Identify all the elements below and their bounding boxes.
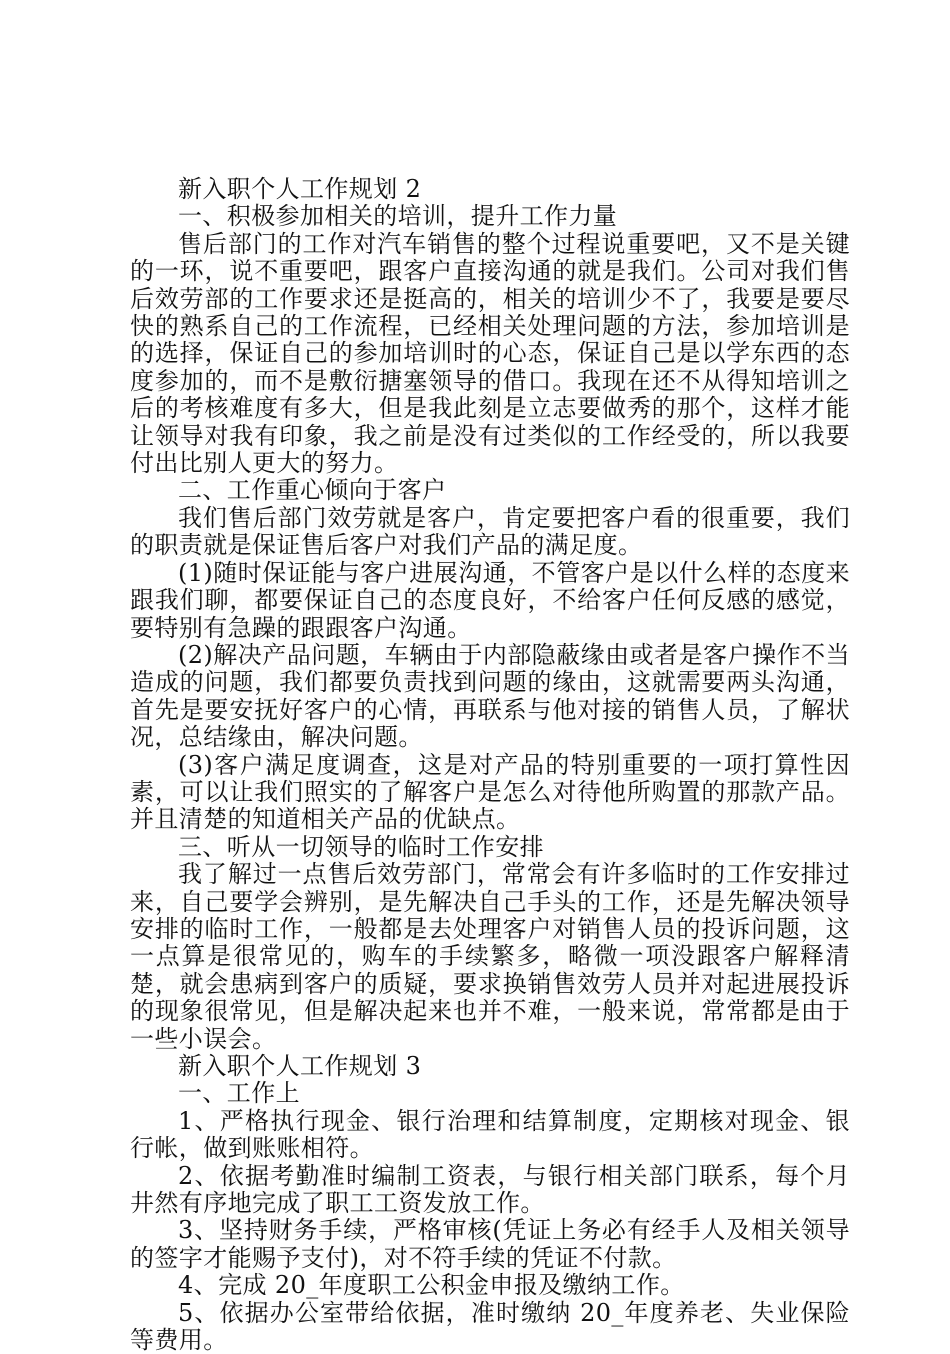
heading-training: 一、积极参加相关的培训，提升工作力量 [178,202,618,231]
paragraph-temporary-tasks: 我了解过一点售后效劳部门，常常会有许多临时的工作安排过来，自己要学会辨别，是先解决自己手头的工作，还是先解决领导安排的临时工作，一般都是去处理客户对销售人员的投诉问题，这一点算是很常见的，购车的手续繁多，略微一项没跟客户解释清楚，就会患病到客户的质疑，要求换销售效劳人员并对起进展投诉的现象很常见，但是解决起来也并不难，一般来说，常常都是由于一些小误会。 [130,860,850,1053]
paragraph-work-5: 5、依据办公室带给依据，准时缴纳 20_年度养老、失业保险等费用。 [130,1298,850,1354]
paragraph-work-1: 1、严格执行现金、银行治理和结算制度，定期核对现金、银行帐，做到账账相符。 [130,1106,850,1163]
heading-work: 一、工作上 [178,1079,300,1108]
section-title-plan-3: 新入职个人工作规划 3 [178,1052,422,1080]
document-body [130,176,850,1354]
paragraph-item-1: (1)随时保证能与客户进展沟通，不管客户是以什么样的态度来跟我们聊，都要保证自己的态度良好，不给客户任何反感的感觉，要特别有急躁的跟跟客户沟通。 [130,558,850,642]
heading-temporary-tasks: 三、听从一切领导的临时工作安排 [178,832,544,861]
paragraph-work-2: 2、依据考勤准时编制工资表，与银行相关部门联系，每个月井然有序地完成了职工工资发放工作。 [130,1161,850,1218]
paragraph-item-2: (2)解决产品问题，车辆由于内部隐蔽缘由或者是客户操作不当造成的问题，我们都要负责找到问题的缘由，这就需要两头沟通，首先是要安抚好客户的心情，再联系与他对接的销售人员，了解状况，总结缘由，解决问题。 [130,640,850,752]
paragraph-training: 售后部门的工作对汽车销售的整个过程说重要吧，又不是关键的一环，说不重要吧，跟客户直接沟通的就是我们。公司对我们售后效劳部的工作要求还是挺高的，相关的培训少不了，我要是要尽快的熟系自己的工作流程，已经相关处理问题的方法，参加培训是的选择，保证自己的参加培训时的心态，保证自己是以学东西的态度参加的，而不是敷衍搪塞领导的借口。我现在还不从得知培训之后的考核难度有多大，但是我此刻是立志要做秀的那个，这样才能让领导对我有印象，我之前是没有过类似的工作经受的，所以我要付出比别人更大的努力。 [130,229,850,478]
paragraph-customer-focus: 我们售后部门效劳就是客户，肯定要把客户看的很重要，我们的职责就是保证售后客户对我们产品的满足度。 [130,503,850,560]
paragraph-work-3: 3、坚持财务手续，严格审核(凭证上务必有经手人及相关领导的签字才能赐予支付)，对不符手续的凭证不付款。 [130,1216,850,1272]
section-title-plan-2: 新入职个人工作规划 2 [178,175,422,203]
paragraph-item-3: (3)客户满足度调查，这是对产品的特别重要的一项打算性因素，可以让我们照实的了解客户是怎么对待他所购置的那款产品。并且清楚的知道相关产品的优缺点。 [130,750,850,834]
paragraph-work-4: 4、完成 20_年度职工公积金申报及缴纳工作。 [178,1271,685,1300]
heading-customer-focus: 二、工作重心倾向于客户 [178,476,447,505]
